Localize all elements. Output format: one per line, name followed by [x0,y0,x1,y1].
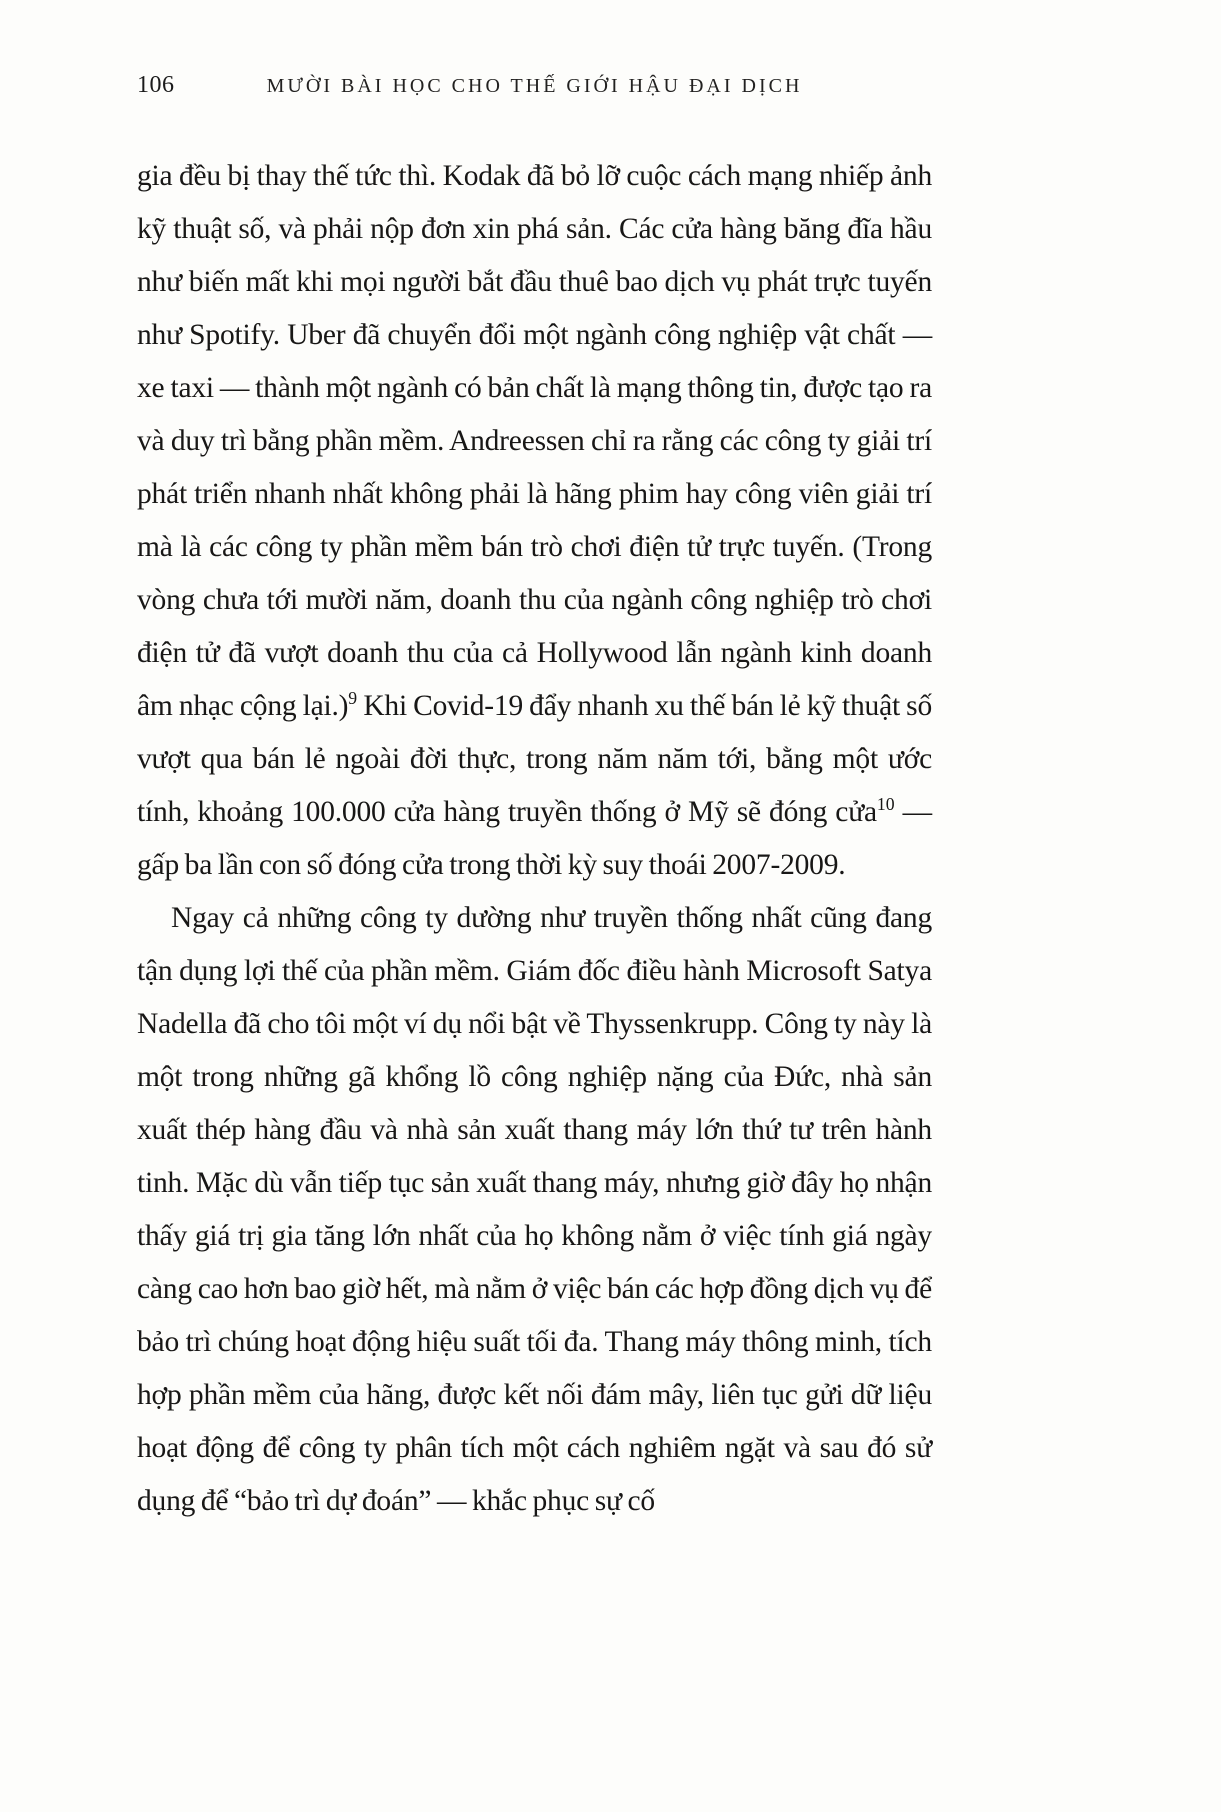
paragraph: Ngay cả những công ty dường như truyền thống nhất cũng đang tận dụng lợi thế của phần mềm. Giám đốc điều hành Microsoft Satya Nadella đã cho tôi một ví dụ nổi bật về Thyssenkrupp. Công ty này là một trong những gã khổng lồ công nghiệp nặng của Đức, nhà sản xuất thép hàng đầu và nhà sản xuất thang máy lớn thứ tư trên hành tinh. Mặc dù vẫn tiếp tục sản xuất thang máy, nhưng giờ đây họ nhận thấy giá trị gia tăng lớn nhất của họ không nằm ở việc tính giá ngày càng cao hơn bao giờ hết, mà nằm ở việc bán các hợp đồng dịch vụ để bảo trì chúng hoạt động hiệu suất tối đa. Thang máy thông minh, tích hợp phần mềm của hãng, được kết nối đám mây, liên tục gửi dữ liệu hoạt động để công ty phân tích một cách nghiêm ngặt và sau đó sử dụng để “bảo trì dự đoán” — khắc phục sự cố [137,902,932,1517]
running-header [137,70,932,104]
page-body [137,150,932,1528]
running-header-title: MƯỜI BÀI HỌC CHO THẾ GIỚI HẬU ĐẠI DỊCH [266,75,803,97]
footnote-ref: 9 [348,688,358,709]
paragraph: gia đều bị thay thế tức thì. Kodak đã bỏ lỡ cuộc cách mạng nhiếp ảnh kỹ thuật số, và phải nộp đơn xin phá sản. Các cửa hàng băng đĩa hầu như biến mất khi mọi người bắt đầu thuê bao dịch vụ phát trực tuyến như Spotify. Uber đã chuyển đổi một ngành công nghiệp vật chất — xe taxi — thành một ngành có bản chất là mạng thông tin, được tạo ra và duy trì bằng phần mềm. Andreessen chỉ ra rằng các công ty giải trí phát triển nhanh nhất không phải là hãng phim hay công viên giải trí mà là các công ty phần mềm bán trò chơi điện tử trực tuyến. (Trong vòng chưa tới mười năm, doanh thu của ngành công nghiệp trò chơi điện tử đã vượt doanh thu của cả Hollywood lẫn ngành kinh doanh âm nhạc cộng lại.)$^9$ Khi Covid-19 đẩy nhanh xu thế bán lẻ kỹ thuật số vượt qua bán lẻ ngoài đời thực, trong năm năm tới, bằng một ước tính, khoảng 100.000 cửa hàng truyền thống ở Mỹ sẽ đóng cửa$^{10}$ — gấp ba lần con số đóng cửa trong thời kỳ suy thoái 2007-2009. [137,160,932,881]
footnote-ref: 10 [876,794,895,815]
page-number: 106 [137,72,175,98]
